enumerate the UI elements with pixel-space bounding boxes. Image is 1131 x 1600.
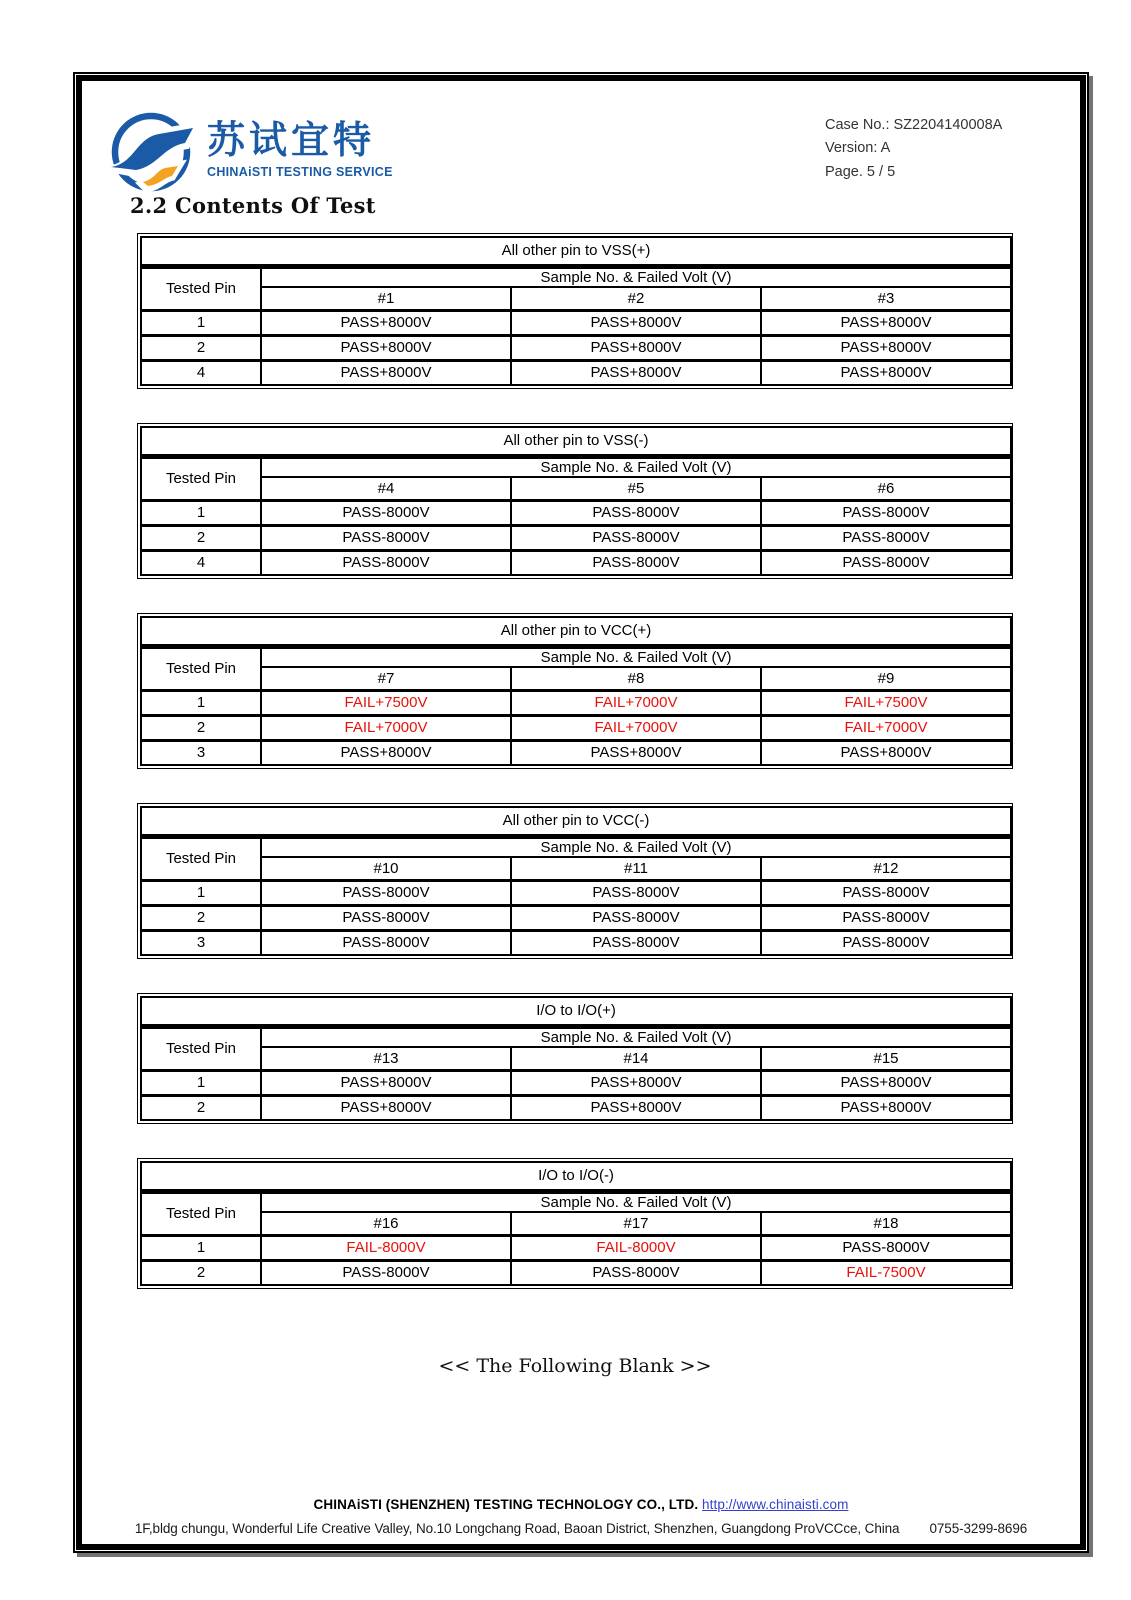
sample-id: #5 (511, 477, 761, 500)
table-row (141, 930, 1011, 955)
pin-cell: 1 (141, 1235, 261, 1260)
pin-cell: 2 (141, 1095, 261, 1120)
logo-text (207, 118, 393, 179)
sample-id: #4 (261, 477, 511, 500)
result-cell: PASS+8000V (761, 360, 1011, 385)
result-cell: PASS+8000V (261, 310, 511, 335)
table-title: All other pin to VSS(-) (141, 427, 1011, 456)
table-row (141, 690, 1011, 715)
page-frame (73, 72, 1089, 1553)
sample-id: #13 (261, 1047, 511, 1070)
sample-id: #14 (511, 1047, 761, 1070)
result-cell: PASS+8000V (761, 335, 1011, 360)
result-cell: PASS+8000V (761, 310, 1011, 335)
tested-pin-label: Tested Pin (141, 1191, 261, 1235)
tested-pin-label: Tested Pin (141, 646, 261, 690)
result-cell: PASS-8000V (511, 550, 761, 575)
sample-header-label: Sample No. & Failed Volt (V) (261, 456, 1011, 477)
pin-cell: 2 (141, 1260, 261, 1285)
address-line (82, 1521, 1080, 1536)
website-link[interactable]: http://www.chinaisti.com (702, 1497, 849, 1512)
sample-id: #2 (511, 287, 761, 310)
table-row (141, 1260, 1011, 1285)
result-cell: PASS-8000V (261, 905, 511, 930)
sample-id: #9 (761, 667, 1011, 690)
result-cell: FAIL+7500V (261, 690, 511, 715)
result-cell: FAIL-7500V (761, 1260, 1011, 1285)
pin-cell: 4 (141, 360, 261, 385)
address: 1F,bldg chungu, Wonderful Life Creative Valley, No.10 Longchang Road, Baoan District, Shenzhen, Guangdong ProVCCce, China (134, 1521, 900, 1536)
page-number: Page. 5 / 5 (825, 163, 896, 180)
pin-cell: 3 (141, 740, 261, 765)
section-title: 2.2 Contents Of Test (130, 193, 376, 218)
table-row (141, 880, 1011, 905)
result-cell: PASS+8000V (511, 1070, 761, 1095)
result-cell: PASS-8000V (511, 500, 761, 525)
table-title: All other pin to VCC(-) (141, 807, 1011, 836)
sample-id: #12 (761, 857, 1011, 880)
result-cell: PASS-8000V (511, 905, 761, 930)
sample-id: #15 (761, 1047, 1011, 1070)
pin-cell: 2 (141, 335, 261, 360)
tested-pin-label: Tested Pin (141, 266, 261, 310)
sample-id: #1 (261, 287, 511, 310)
test-table (137, 613, 1013, 769)
sample-id: #3 (761, 287, 1011, 310)
result-cell: PASS-8000V (511, 930, 761, 955)
result-cell: FAIL+7000V (261, 715, 511, 740)
company-line (82, 1497, 1080, 1512)
result-cell: FAIL+7000V (511, 715, 761, 740)
result-cell: FAIL+7500V (761, 690, 1011, 715)
result-cell: PASS+8000V (261, 360, 511, 385)
result-cell: PASS-8000V (761, 525, 1011, 550)
result-cell: PASS+8000V (261, 1070, 511, 1095)
result-cell: PASS-8000V (761, 550, 1011, 575)
result-cell: PASS-8000V (261, 930, 511, 955)
table-title: I/O to I/O(-) (141, 1162, 1011, 1191)
result-cell: FAIL-8000V (261, 1235, 511, 1260)
pin-cell: 4 (141, 550, 261, 575)
sample-id: #6 (761, 477, 1011, 500)
result-cell: PASS-8000V (761, 1235, 1011, 1260)
result-cell: PASS-8000V (761, 500, 1011, 525)
table-row (141, 905, 1011, 930)
result-cell: PASS+8000V (511, 1095, 761, 1120)
tables-container (137, 233, 1013, 1323)
result-cell: PASS-8000V (261, 550, 511, 575)
tested-pin-label: Tested Pin (141, 1026, 261, 1070)
logo-cn-name: 苏试宜特 (207, 118, 376, 163)
case-number: Case No.: SZ2204140008A (825, 117, 1003, 133)
sample-id: #11 (511, 857, 761, 880)
pin-cell: 2 (141, 525, 261, 550)
result-cell: PASS-8000V (511, 880, 761, 905)
test-table (137, 423, 1013, 579)
result-cell: PASS-8000V (761, 880, 1011, 905)
tested-pin-label: Tested Pin (141, 836, 261, 880)
version: Version: A (825, 140, 891, 157)
table-row (141, 1070, 1011, 1095)
table-row (141, 550, 1011, 575)
result-cell: PASS+8000V (511, 310, 761, 335)
result-cell: PASS-8000V (761, 930, 1011, 955)
result-cell: PASS+8000V (761, 1070, 1011, 1095)
result-cell: FAIL+7000V (511, 690, 761, 715)
test-table (137, 1158, 1013, 1289)
result-cell: PASS-8000V (261, 1260, 511, 1285)
pin-cell: 1 (141, 310, 261, 335)
sample-header-label: Sample No. & Failed Volt (V) (261, 1026, 1011, 1047)
page-frame-inner (76, 75, 1086, 1550)
header-logo (105, 107, 393, 193)
result-cell: PASS+8000V (511, 740, 761, 765)
sample-id: #17 (511, 1212, 761, 1235)
result-cell: PASS-8000V (261, 525, 511, 550)
table-row (141, 525, 1011, 550)
blank-note: << The Following Blank >> (438, 1355, 712, 1377)
sample-id: #10 (261, 857, 511, 880)
result-cell: PASS-8000V (511, 1260, 761, 1285)
table-row (141, 335, 1011, 360)
test-table (137, 233, 1013, 389)
test-table (137, 803, 1013, 959)
logo-en-name: CHINAiSTI TESTING SERVICE (207, 164, 393, 179)
result-cell: PASS+8000V (261, 740, 511, 765)
result-cell: PASS+8000V (511, 335, 761, 360)
case-info (825, 114, 1002, 184)
result-cell: PASS+8000V (261, 335, 511, 360)
table-title: All other pin to VSS(+) (141, 237, 1011, 266)
table-row (141, 715, 1011, 740)
table-row (141, 500, 1011, 525)
sample-id: #7 (261, 667, 511, 690)
sample-header-label: Sample No. & Failed Volt (V) (261, 1191, 1011, 1212)
pin-cell: 1 (141, 880, 261, 905)
result-cell: PASS+8000V (761, 740, 1011, 765)
table-row (141, 360, 1011, 385)
sample-header-label: Sample No. & Failed Volt (V) (261, 836, 1011, 857)
result-cell: PASS+8000V (761, 1095, 1011, 1120)
logo-icon (105, 107, 201, 193)
company-name: CHINAiSTI (SHENZHEN) TESTING TECHNOLOGY CO., LTD. (313, 1497, 699, 1512)
table-row (141, 740, 1011, 765)
pin-cell: 2 (141, 715, 261, 740)
table-title: I/O to I/O(+) (141, 997, 1011, 1026)
table-row (141, 1095, 1011, 1120)
pin-cell: 1 (141, 1070, 261, 1095)
pin-cell: 2 (141, 905, 261, 930)
result-cell: FAIL-8000V (511, 1235, 761, 1260)
table-title: All other pin to VCC(+) (141, 617, 1011, 646)
pin-cell: 3 (141, 930, 261, 955)
result-cell: PASS+8000V (511, 360, 761, 385)
phone: 0755-3299-8696 (929, 1521, 1028, 1536)
sample-id: #18 (761, 1212, 1011, 1235)
pin-cell: 1 (141, 690, 261, 715)
result-cell: PASS-8000V (761, 905, 1011, 930)
sample-id: #16 (261, 1212, 511, 1235)
sample-id: #8 (511, 667, 761, 690)
tested-pin-label: Tested Pin (141, 456, 261, 500)
result-cell: PASS-8000V (261, 880, 511, 905)
sample-header-label: Sample No. & Failed Volt (V) (261, 646, 1011, 667)
result-cell: PASS+8000V (261, 1095, 511, 1120)
sample-header-label: Sample No. & Failed Volt (V) (261, 266, 1011, 287)
pin-cell: 1 (141, 500, 261, 525)
result-cell: PASS-8000V (511, 525, 761, 550)
footer (82, 1497, 1080, 1536)
result-cell: PASS-8000V (261, 500, 511, 525)
table-row (141, 310, 1011, 335)
result-cell: FAIL+7000V (761, 715, 1011, 740)
test-table (137, 993, 1013, 1124)
table-row (141, 1235, 1011, 1260)
